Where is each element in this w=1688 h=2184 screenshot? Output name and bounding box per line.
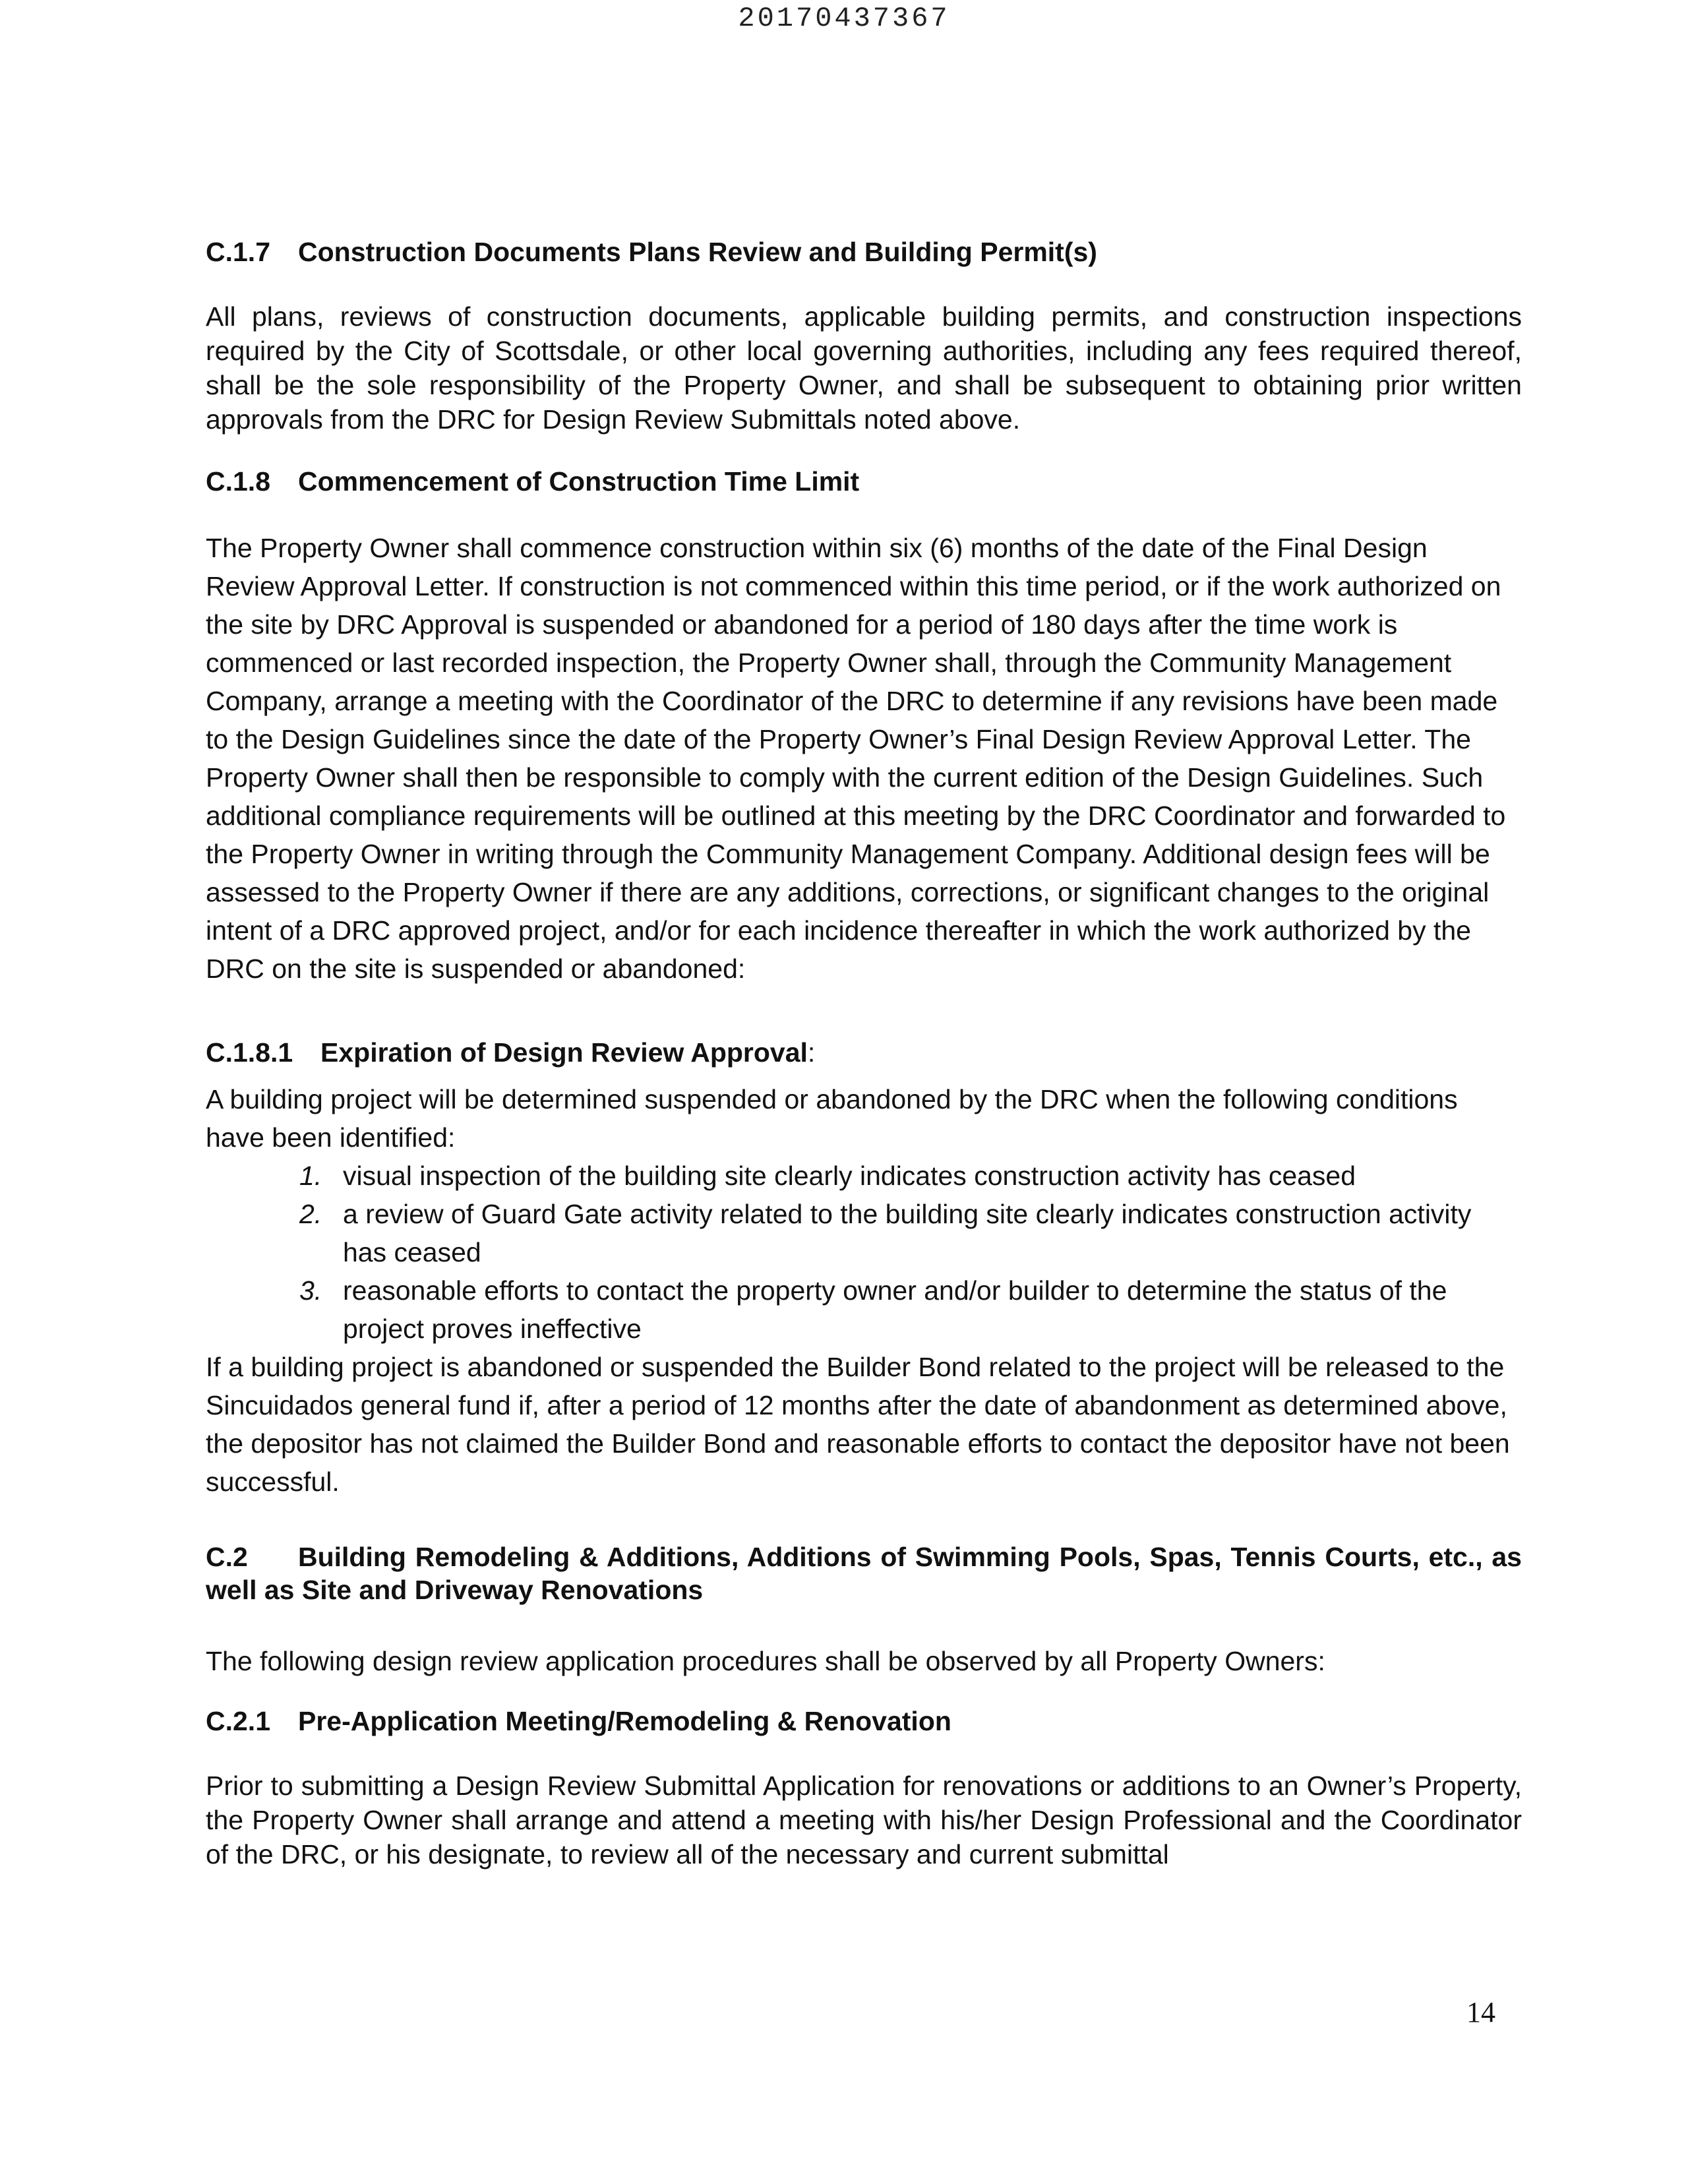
section-number: C.1.7: [206, 237, 270, 267]
section-number: C.2.1: [206, 1706, 270, 1736]
list-item-text: visual inspection of the building site clearly indicates construction activity has ceased: [343, 1161, 1356, 1191]
section-number: C.2: [206, 1542, 248, 1572]
section-heading-c-2-1: [206, 1703, 1522, 1740]
list-item-number: 3.: [299, 1275, 322, 1306]
list-item-number: 2.: [299, 1199, 322, 1229]
section-body-c-1-7: All plans, reviews of construction documents, applicable building permits, and construction inspections required by the City of Scottsdale, or other local governing authorities, including any fees required thereof, shall be the sole responsibility of the Property Owner, and shall be subsequent to obtaining prior written approvals from the DRC for Design Review Submittals noted above.: [206, 301, 1522, 435]
section-number: C.1.8.1: [206, 1037, 293, 1068]
section-title: Construction Documents Plans Review and Building Permit(s): [298, 237, 1097, 267]
list-item-number: 1.: [299, 1161, 322, 1191]
list-item-text: reasonable efforts to contact the property owner and/or builder to determine the status of the project proves ineffective: [343, 1275, 1447, 1344]
section-title: Commencement of Construction Time Limit: [298, 466, 860, 497]
section-title: Building Remodeling & Additions, Additions of Swimming Pools, Spas, Tennis Courts, etc., as well as Site and Driveway Renovations: [206, 1542, 1522, 1605]
document-body: [206, 233, 1522, 1871]
conditions-list: [206, 1157, 1522, 1348]
section-heading-c-1-8-1: [206, 1034, 1522, 1071]
section-title: Pre-Application Meeting/Remodeling & Renovation: [298, 1706, 951, 1736]
section-body-c-2: The following design review application procedures shall be observed by all Property Owners:: [206, 1646, 1325, 1676]
section-heading-c-1-7: [206, 233, 1522, 270]
section-number: C.1.8: [206, 466, 270, 497]
list-item: [299, 1195, 1522, 1271]
section-heading-c-2: [206, 1540, 1522, 1606]
recording-number: 20170437367: [738, 3, 950, 34]
section-title-suffix: :: [807, 1037, 816, 1068]
section-body-c-2-1: Prior to submitting a Design Review Submittal Application for renovations or additions to an Owner’s Property, the Property Owner shall arrange and attend a meeting with his/her Design Professional and the Coordinator of the DRC, or his designate, to review all of the necessary and current submittal: [206, 1771, 1522, 1869]
section-title: Expiration of Design Review Approval: [320, 1037, 808, 1068]
list-item: [299, 1271, 1522, 1348]
section-body-c-1-8: The Property Owner shall commence construction within six (6) months of the date of the Final Design Review Approval Letter. If construction is not commenced within this time period, or if the work authorized on the site by DRC Approval is suspended or abandoned for a period of 180 days after the time work is commenced or last recorded inspection, the Property Owner shall, through the Community Management Company, arrange a meeting with the Coordinator of the DRC to determine if any revisions have been made to the Design Guidelines since the date of the Property Owner’s Final Design Review Approval Letter. The Property Owner shall then be responsible to comply with the current edition of the Design Guidelines. Such additional compliance requirements will be outlined at this meeting by the DRC Coordinator and forwarded to the Property Owner in writing through the Community Management Company. Additional design fees will be assessed to the Property Owner if there are any additions, corrections, or significant changes to the original intent of a DRC approved project, and/or for each incidence thereafter in which the work authorized by the DRC on the site is suspended or abandoned:: [206, 533, 1506, 984]
section-heading-c-1-8: [206, 463, 1522, 500]
page-number: 14: [1466, 1996, 1495, 2028]
list-item-text: a review of Guard Gate activity related to the building site clearly indicates construction activity has ceased: [343, 1199, 1472, 1267]
section-intro-c-1-8-1: A building project will be determined suspended or abandoned by the DRC when the following conditions have been identified:: [206, 1084, 1458, 1153]
list-item: [299, 1157, 1522, 1195]
section-outro-c-1-8-1: If a building project is abandoned or suspended the Builder Bond related to the project will be released to the Sincuidados general fund if, after a period of 12 months after the date of abandonment as determined above, the depositor has not claimed the Builder Bond and reasonable efforts to contact the depositor have not been successful.: [206, 1352, 1510, 1497]
